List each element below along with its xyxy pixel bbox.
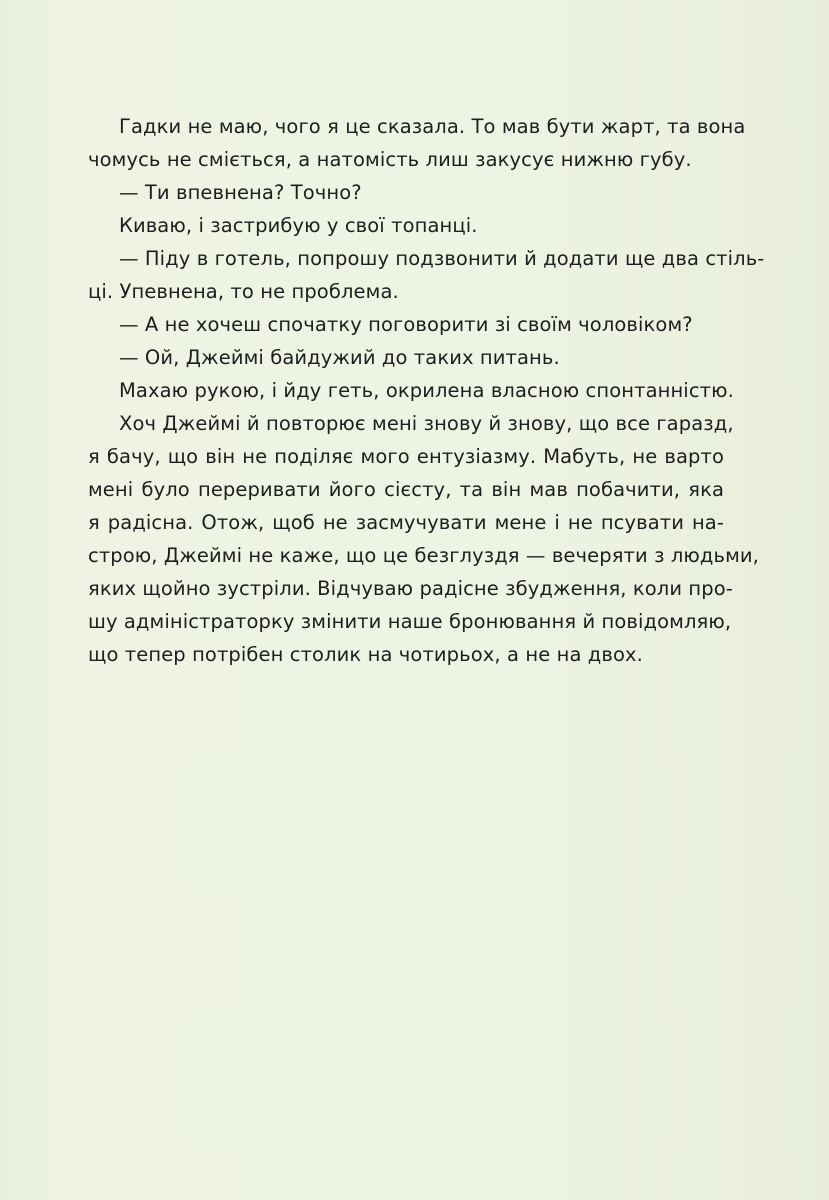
text-line: мені було переривати його сієсту, та він мав побачити, яка [88,478,724,501]
text-line: Киваю, і застрибую у свої топанці. [119,214,478,237]
text-line: Махаю рукою, і йду геть, окрилена власною спонтанністю. [119,379,734,402]
text-line: Хоч Джеймі й повторює мені знову й знову, що все гаразд, [119,412,734,435]
text-line: — А не хочеш спочатку поговорити зі своїм чоловіком? [119,313,693,336]
text-line: ці. Упевнена, то не проблема. [88,280,399,303]
text-line: — Ти впевнена? Точно? [119,181,362,204]
text-line: строю, Джеймі не каже, що це безглуздя — вечеряти з людьми, [88,544,759,567]
text-line: я радісна. Отож, щоб не засмучувати мене і не псувати на- [88,511,724,534]
text-line: що тепер потрібен столик на чотирьох, а не на двох. [88,643,643,666]
text-line: — Піду в готель, попрошу подзвонити й додати ще два стіль- [119,247,765,270]
text-line: — Ой, Джеймі байдужий до таких питань. [119,346,560,369]
text-line: яких щойно зустріли. Відчуваю радісне збудження, коли про- [88,577,733,600]
text-line: шу адміністраторку змінити наше бронювання й повідомляю, [88,610,732,633]
text-line: чомусь не сміється, а натомість лиш закусує нижню губу. [88,148,692,171]
text-line: я бачу, що він не поділяє мого ентузіазму. Мабуть, не варто [88,445,724,468]
text-line: Гадки не маю, чого я це сказала. То мав бути жарт, та вона [119,115,746,138]
